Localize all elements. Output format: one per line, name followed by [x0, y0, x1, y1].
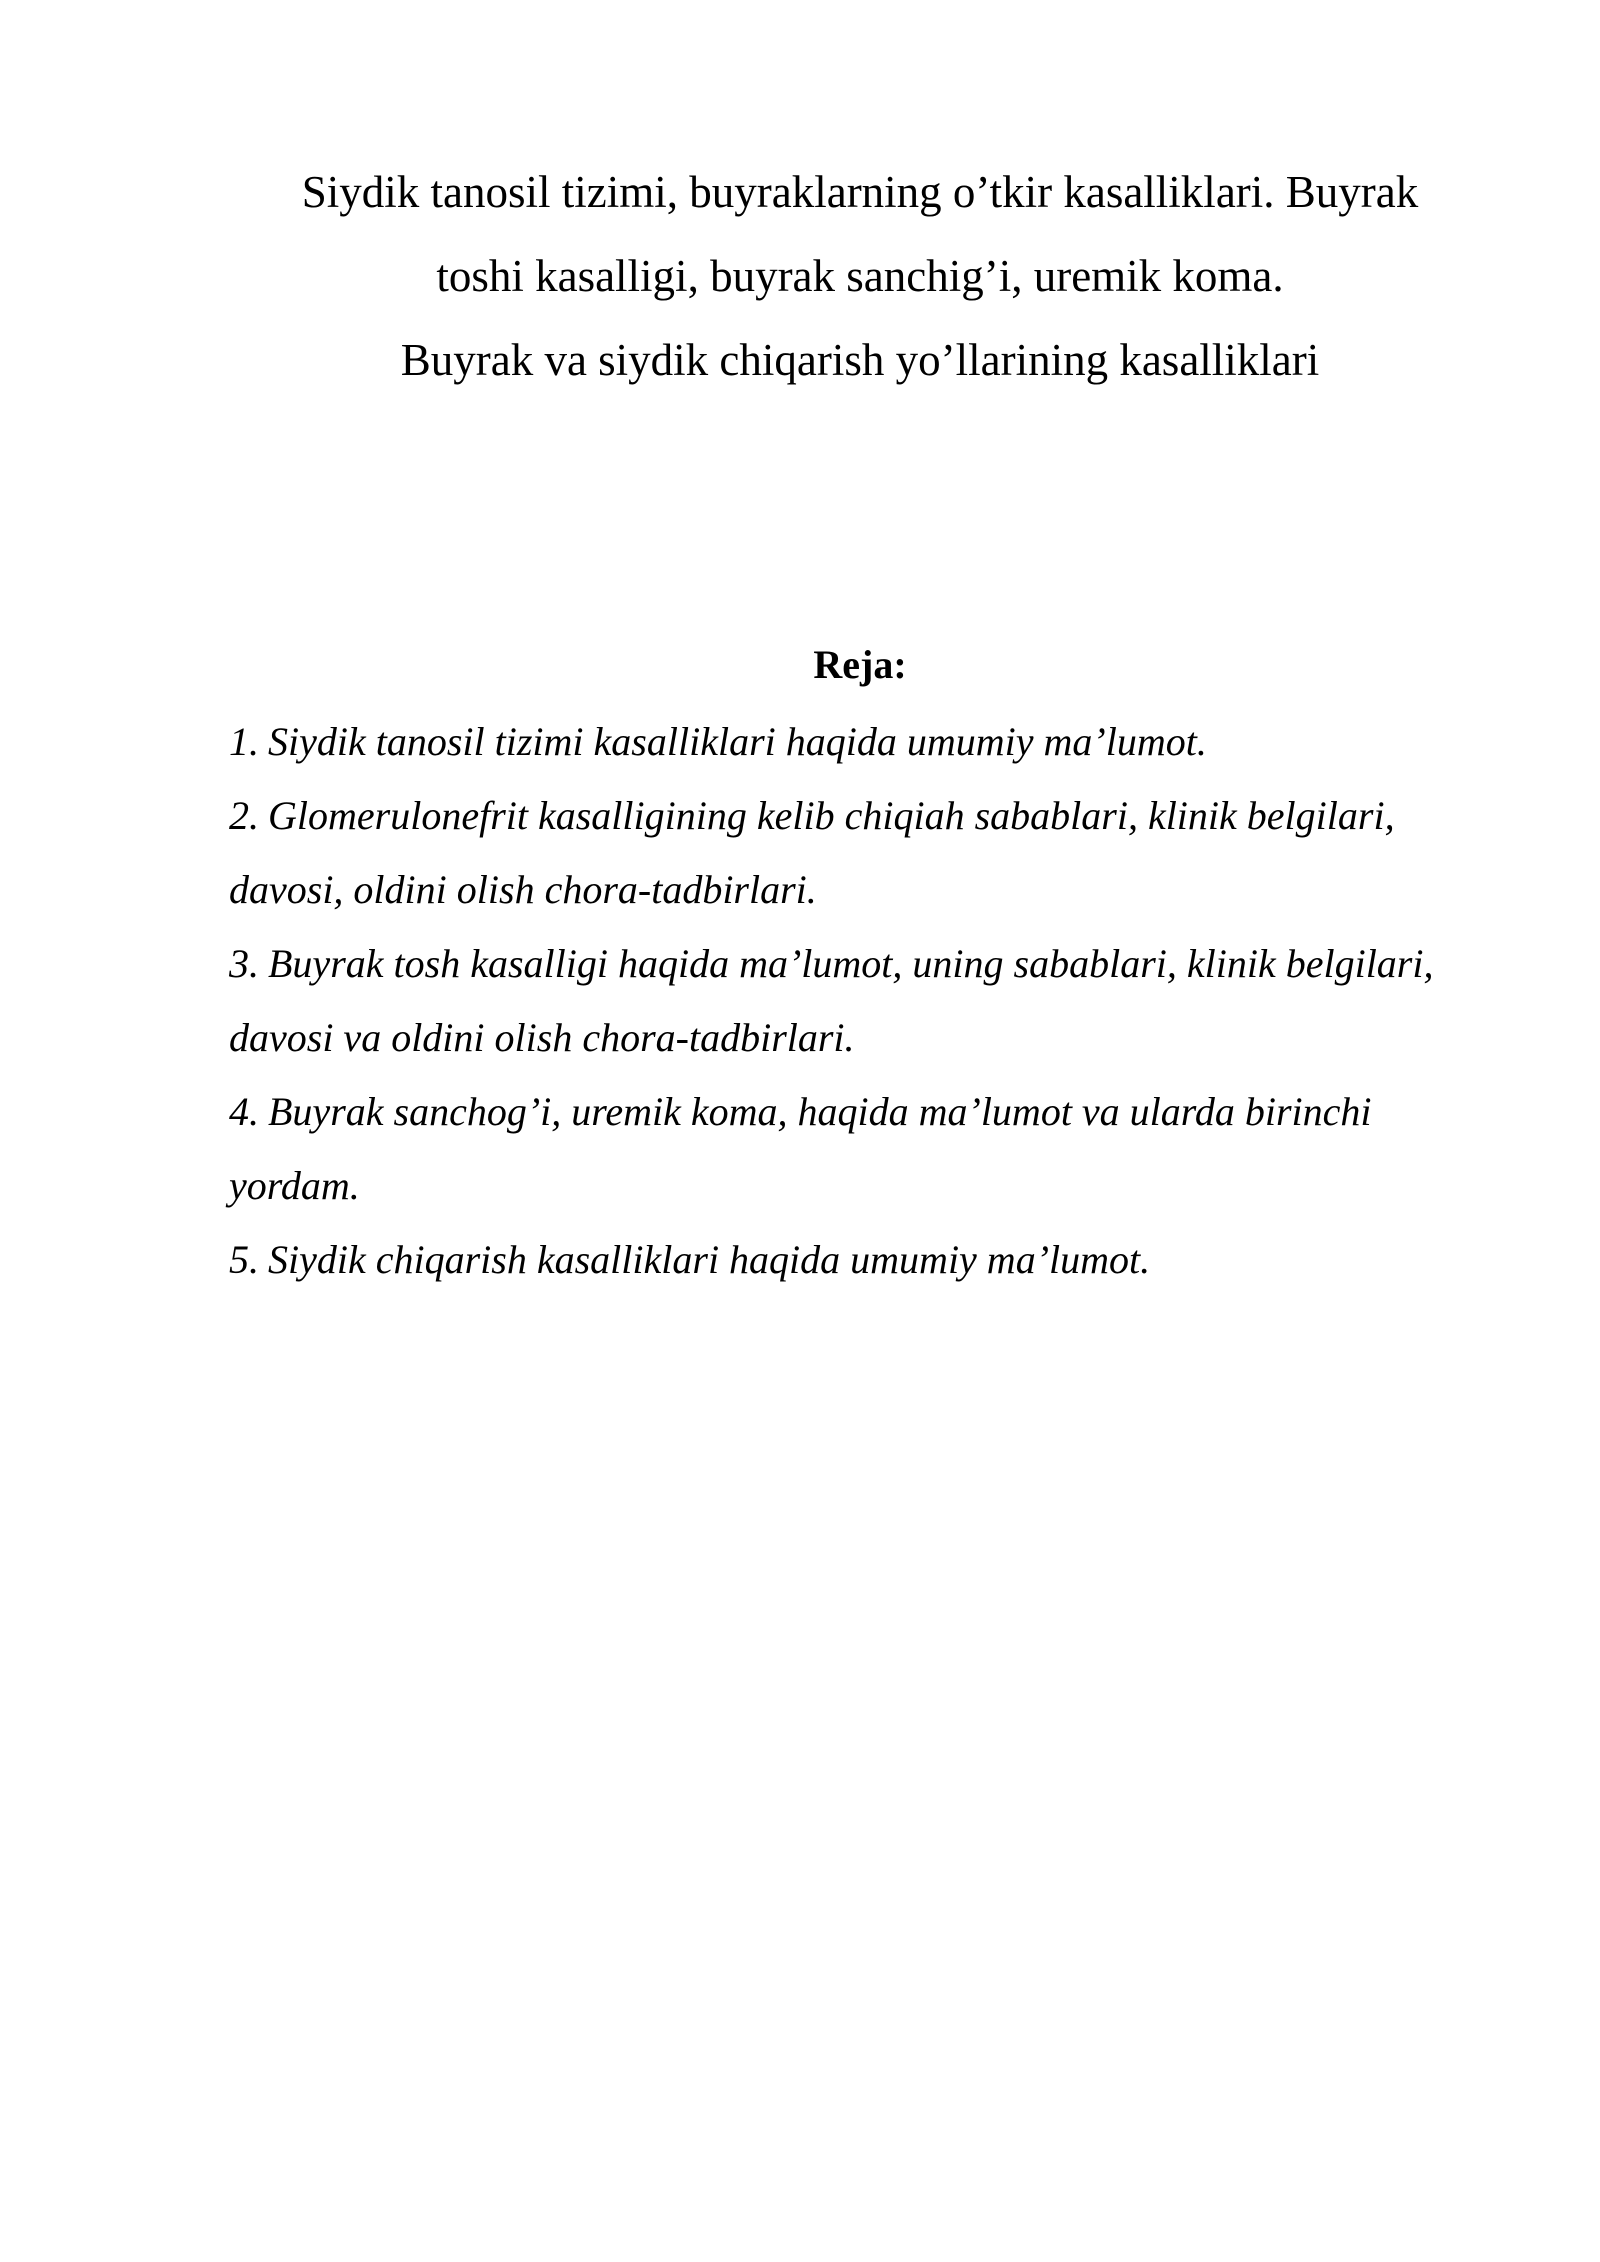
document-title: [230, 150, 1490, 402]
plan-item-5: [229, 1223, 1499, 1297]
plan-item-number: 4.: [229, 1089, 259, 1134]
plan-item-number: 5.: [229, 1237, 259, 1282]
title-line-1: Siydik tanosil tizimi, buyraklarning o’tkir kasalliklari. Buyrak: [301, 167, 1419, 217]
plan-item-text: Buyrak sanchog’i, uremik koma, haqida ma’lumot va ularda birinchi yordam.: [229, 1089, 1372, 1208]
plan-item-text: Siydik tanosil tizimi kasalliklari haqida umumiy ma’lumot.: [268, 719, 1207, 764]
plan-item-3: [229, 927, 1499, 1075]
plan-item-number: 1.: [229, 719, 259, 764]
plan-item-text: Siydik chiqarish kasalliklari haqida umumiy ma’lumot.: [268, 1237, 1151, 1282]
plan-item-text: Buyrak tosh kasalligi haqida ma’lumot, uning sabablari, klinik belgilari, davosi va oldini olish chora-tadbirlari.: [229, 941, 1434, 1060]
plan-item-number: 3.: [229, 941, 259, 986]
plan-item-4: [229, 1075, 1499, 1223]
plan-item-2: [229, 779, 1499, 927]
plan-item-text: Glomerulonefrit kasalligining kelib chiqiah sabablari, klinik belgilari, davosi, oldini olish chora-tadbirlari.: [229, 793, 1395, 912]
plan-heading: Reja:: [813, 642, 907, 687]
plan-item-1: [229, 705, 1499, 779]
plan-list: [229, 705, 1499, 1297]
title-line-3: Buyrak va siydik chiqarish yo’llarining kasalliklari: [400, 335, 1320, 385]
title-line-2: toshi kasalligi, buyrak sanchig’i, uremik koma.: [436, 251, 1284, 301]
plan-item-number: 2.: [229, 793, 259, 838]
